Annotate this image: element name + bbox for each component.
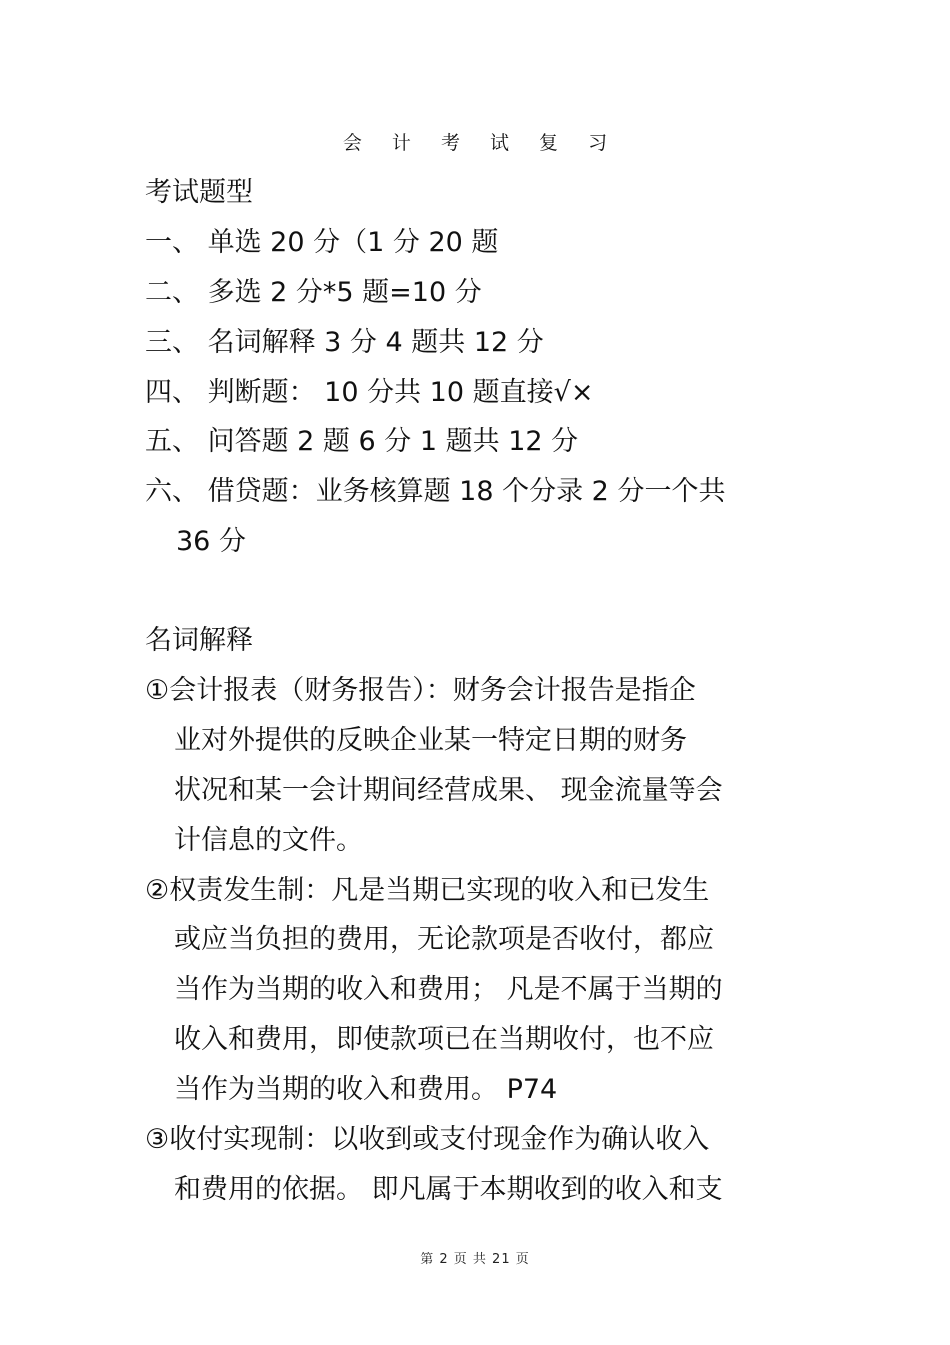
exam-type-item: 六、 借贷题：业务核算题 18 个分录 2 分一个共 bbox=[145, 476, 726, 507]
definition-line: ③收付实现制：以收到或支付现金作为确认收入 bbox=[145, 1124, 710, 1155]
definition-line: 业对外提供的反映企业某一特定日期的财务 bbox=[174, 725, 687, 756]
definition-line: ②权责发生制：凡是当期已实现的收入和已发生 bbox=[145, 875, 710, 906]
exam-types-heading: 考试题型 bbox=[145, 177, 253, 208]
document-title: 会 计 考 试 复 习 bbox=[342, 132, 620, 154]
definition-line: ①会计报表（财务报告）：财务会计报告是指企 bbox=[145, 675, 696, 706]
exam-type-item: 五、 问答题 2 题 6 分 1 题共 12 分 bbox=[145, 426, 579, 457]
page-footer: 第 2 页 共 21 页 bbox=[420, 1252, 530, 1267]
exam-type-item: 二、 多选 2 分*5 题=10 分 bbox=[145, 277, 482, 308]
definition-line: 当作为当期的收入和费用； 凡是不属于当期的 bbox=[174, 974, 723, 1005]
definition-line: 和费用的依据。 即凡属于本期收到的收入和支 bbox=[174, 1174, 723, 1205]
definition-line: 或应当负担的费用，无论款项是否收付，都应 bbox=[174, 924, 714, 955]
exam-type-item: 一、 单选 20 分（1 分 20 题 bbox=[145, 227, 499, 258]
exam-type-item: 三、 名词解释 3 分 4 题共 12 分 bbox=[145, 327, 544, 358]
definition-line: 收入和费用，即使款项已在当期收付，也不应 bbox=[174, 1024, 714, 1055]
exam-type-item-continuation: 36 分 bbox=[176, 526, 246, 557]
exam-type-item: 四、 判断题： 10 分共 10 题直接√× bbox=[145, 377, 594, 408]
definition-line: 状况和某一会计期间经营成果、 现金流量等会 bbox=[174, 775, 723, 806]
definition-line: 当作为当期的收入和费用。 P74 bbox=[174, 1074, 558, 1105]
definitions-heading: 名词解释 bbox=[145, 625, 253, 656]
definition-line: 计信息的文件。 bbox=[174, 825, 363, 856]
